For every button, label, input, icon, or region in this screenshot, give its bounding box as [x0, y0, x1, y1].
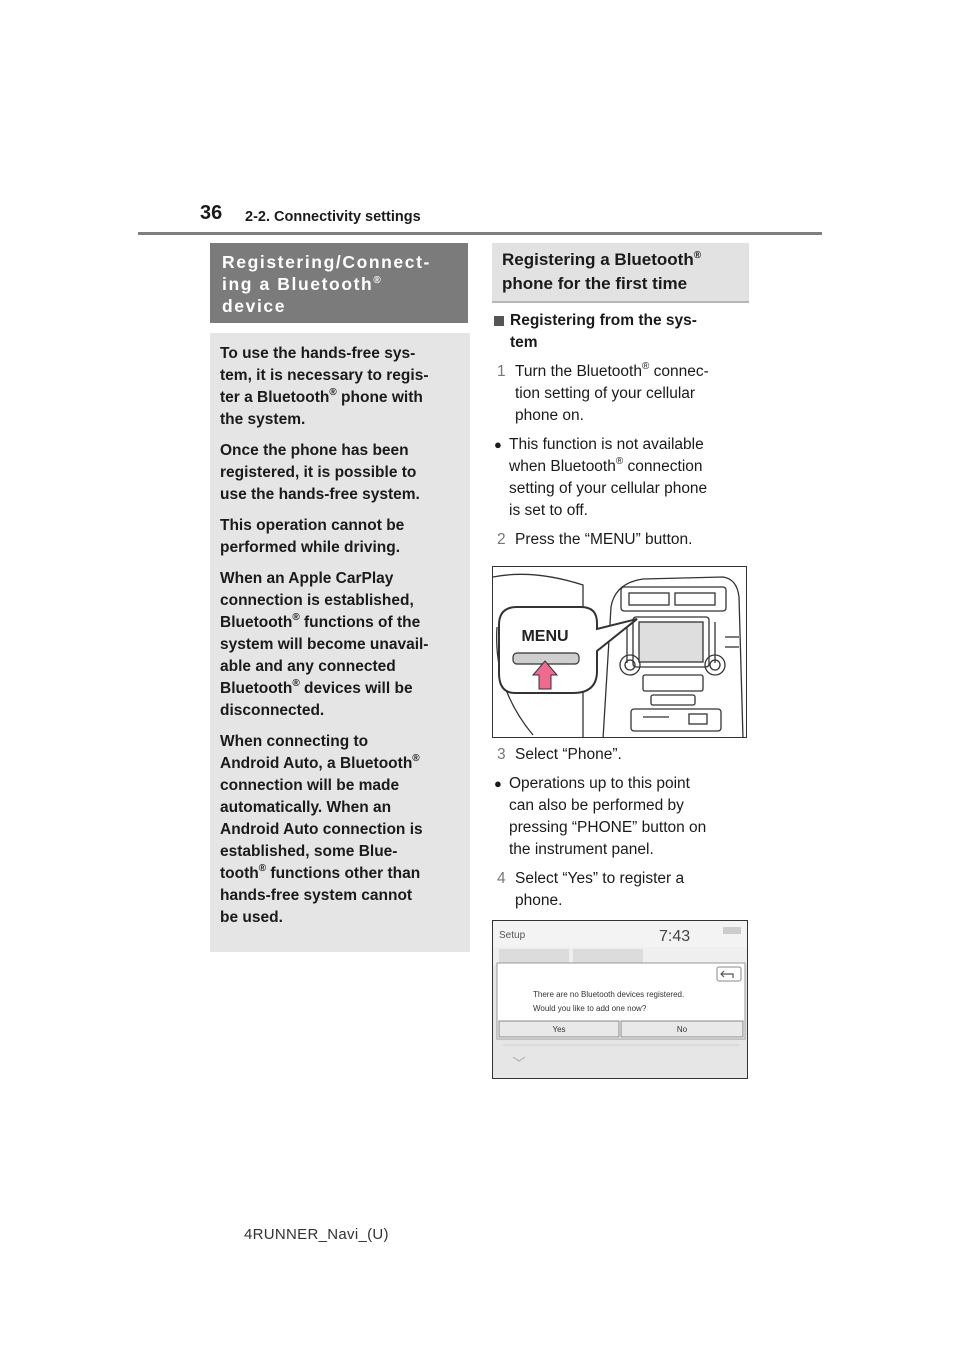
registered-mark: ®	[258, 863, 267, 874]
right-section-heading	[492, 243, 749, 303]
step-number: 3	[497, 746, 506, 763]
text-line: To use the hands-free sys-	[220, 345, 416, 362]
info-paragraph	[220, 568, 458, 722]
info-paragraph	[220, 515, 458, 559]
setup-screen-drawing	[493, 921, 748, 1079]
info-paragraph	[220, 440, 458, 506]
text-line: tem, it is necessary to regis-	[220, 367, 429, 384]
registered-mark: ®	[412, 753, 420, 764]
procedure-block-bottom	[494, 744, 756, 919]
registered-mark: ®	[292, 678, 300, 689]
text-line: the instrument panel.	[509, 841, 654, 858]
left-heading-line: ing a Bluetooth	[222, 274, 374, 294]
text-line: Android Auto connection is	[220, 821, 423, 838]
registered-mark: ®	[329, 387, 337, 398]
left-heading-line: Registering/Connect-	[222, 252, 431, 272]
bullet-dot-icon: ●	[494, 437, 502, 452]
text-line: Turn the Bluetooth	[515, 363, 642, 380]
text-line: able and any connected	[220, 658, 396, 675]
registered-mark: ®	[641, 361, 650, 372]
square-bullet-icon	[494, 316, 504, 326]
info-paragraph	[220, 731, 458, 929]
text-line: Press the “MENU” button.	[515, 531, 693, 548]
left-info-box	[210, 333, 470, 952]
left-heading-line: device	[222, 296, 287, 316]
step-number: 2	[497, 531, 506, 548]
text-line: performed while driving.	[220, 539, 400, 556]
text-line: phone.	[515, 892, 563, 909]
info-paragraph	[220, 343, 458, 431]
step-2	[494, 529, 756, 551]
registered-mark: ®	[292, 612, 300, 623]
text-line: devices will be	[299, 680, 413, 697]
text-line: Operations up to this point	[509, 775, 690, 792]
text-line: can also be performed by	[509, 797, 684, 814]
text-line: pressing “PHONE” button on	[509, 819, 707, 836]
text-line: tion setting of your cellular	[515, 385, 696, 402]
menu-label: MENU	[521, 628, 569, 645]
right-heading-line: phone for the first time	[502, 274, 688, 293]
text-line: disconnected.	[220, 702, 325, 719]
dialog-message-line: There are no Bluetooth devices registered.	[533, 990, 685, 999]
text-line: Select “Phone”.	[515, 746, 622, 763]
text-line: setting of your cellular phone	[509, 480, 708, 497]
text-line: ter a Bluetooth	[220, 389, 330, 406]
text-line: established, some Blue-	[220, 843, 398, 860]
callout-bubble	[499, 607, 637, 693]
document-code: 4RUNNER_Navi_(U)	[244, 1226, 389, 1243]
no-button-label: No	[676, 1025, 688, 1034]
step-3	[494, 744, 756, 766]
clock: 7:43	[659, 928, 691, 945]
text-line: Android Auto, a Bluetooth	[220, 755, 413, 772]
registered-mark: ®	[693, 250, 702, 261]
right-heading-line: Registering a Bluetooth	[502, 250, 694, 269]
header-rule	[138, 232, 822, 235]
text-line: registered, it is possible to	[220, 464, 417, 481]
text-line: connection will be made	[220, 777, 400, 794]
sub-heading	[494, 310, 756, 354]
text-line: when Bluetooth	[509, 458, 616, 475]
registered-mark: ®	[373, 275, 383, 286]
status-indicator	[723, 927, 741, 934]
procedure-block-top	[494, 310, 756, 558]
text-line: tem	[510, 334, 538, 351]
text-line: This function is not available	[509, 436, 704, 453]
bullet-dot-icon: ●	[494, 776, 502, 791]
text-line: When connecting to	[220, 733, 369, 750]
left-section-heading	[210, 243, 468, 323]
page-number: 36	[200, 202, 223, 224]
text-line: phone on.	[515, 407, 584, 424]
text-line: automatically. When an	[220, 799, 392, 816]
step-4	[494, 868, 756, 912]
step-number: 1	[497, 363, 506, 380]
text-line: functions other than	[266, 865, 421, 882]
text-line: system will become unavail-	[220, 636, 429, 653]
text-line: When an Apple CarPlay	[220, 570, 394, 587]
text-line: use the hands-free system.	[220, 486, 420, 503]
dashboard-illustration	[492, 566, 747, 738]
setup-screen-image	[492, 920, 748, 1079]
text-line: This operation cannot be	[220, 517, 405, 534]
text-line: Bluetooth	[220, 614, 293, 631]
text-line: connec-	[649, 363, 709, 380]
dialog-message-line: Would you like to add one now?	[533, 1004, 647, 1013]
text-line: tooth	[220, 865, 259, 882]
text-line: is set to off.	[509, 502, 588, 519]
step-1	[494, 361, 756, 427]
text-line: Select “Yes” to register a	[515, 870, 685, 887]
dashboard-drawing	[493, 567, 747, 738]
text-line: hands-free system cannot	[220, 887, 413, 904]
text-line: connection	[623, 458, 703, 475]
text-line: the system.	[220, 411, 306, 428]
yes-button-label: Yes	[552, 1025, 566, 1034]
step-number: 4	[497, 870, 506, 887]
note-bullet	[494, 773, 756, 861]
note-bullet	[494, 434, 756, 522]
text-line: Bluetooth	[220, 680, 293, 697]
registered-mark: ®	[615, 456, 624, 467]
text-line: be used.	[220, 909, 283, 926]
section-title: 2-2. Connectivity settings	[245, 209, 421, 225]
text-line: Registering from the sys-	[510, 312, 697, 329]
text-line: connection is established,	[220, 592, 414, 609]
text-line: Once the phone has been	[220, 442, 409, 459]
screen-title: Setup	[499, 930, 526, 941]
text-line: functions of the	[299, 614, 421, 631]
text-line: phone with	[336, 389, 423, 406]
